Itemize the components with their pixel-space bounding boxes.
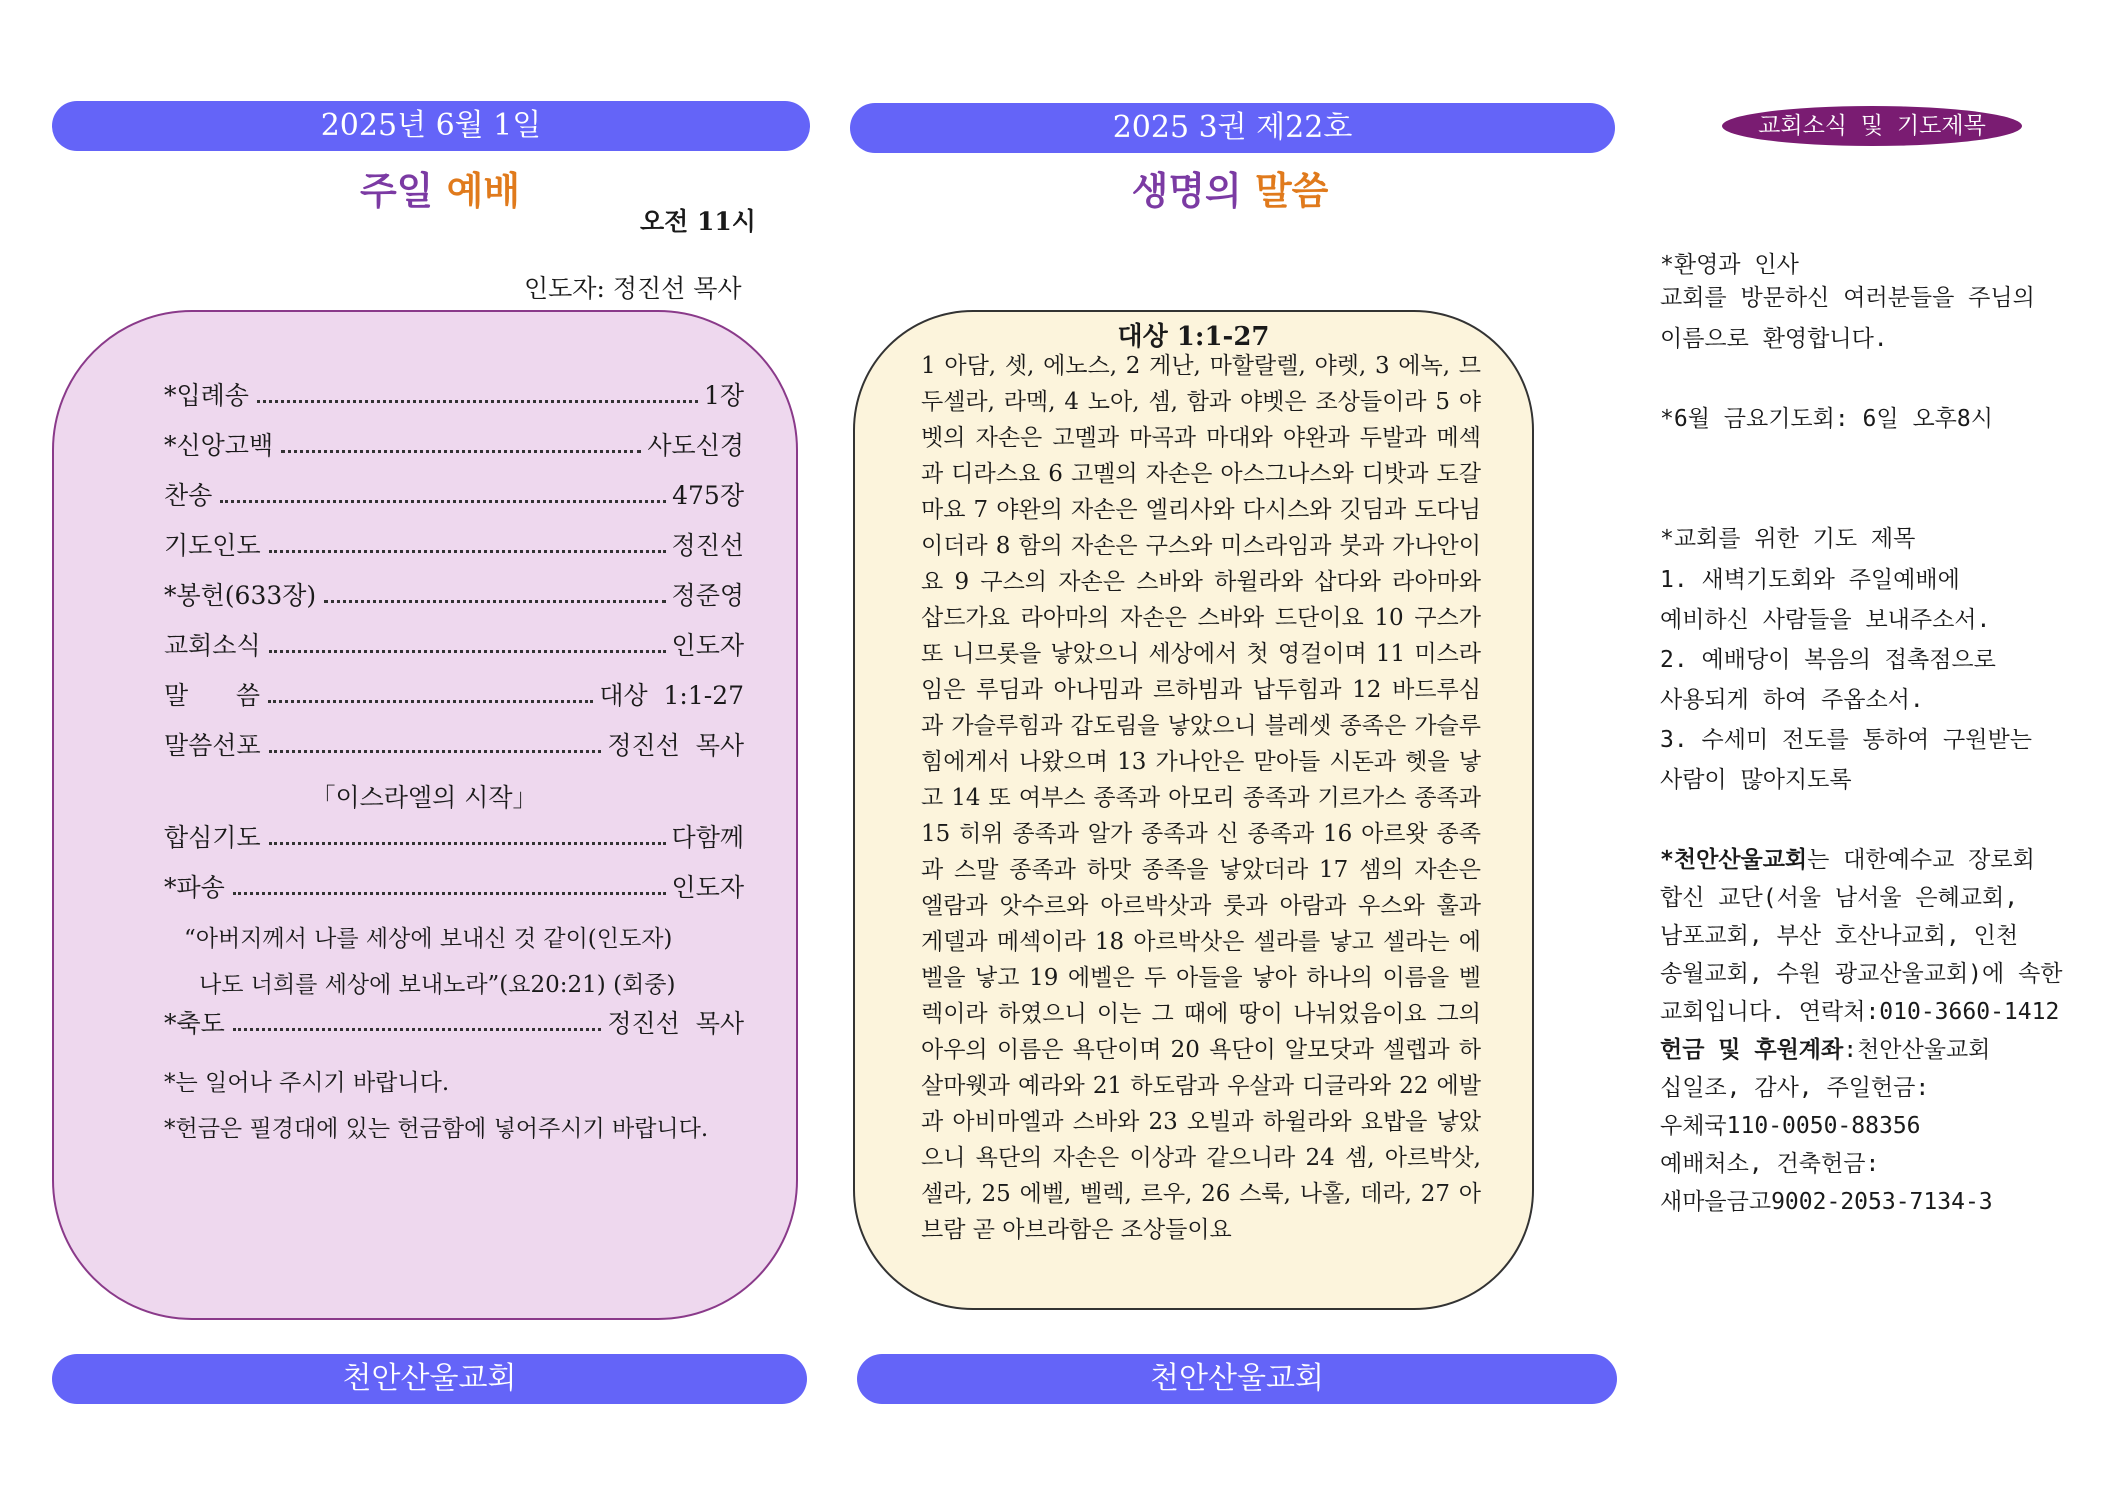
program-row (164, 572, 744, 612)
program-value: 사도신경 (647, 431, 744, 460)
church-intro: 합신 교단(서울 남서울 은혜교회, (1660, 885, 2019, 911)
leader-dots (281, 450, 641, 453)
standing-note: *는 일어나 주시기 바랍니다. (164, 1070, 450, 1096)
program-label: 합심기도 (164, 823, 261, 852)
worship-time: 오전 11시 (640, 207, 756, 236)
program-row (164, 672, 744, 712)
program-row (164, 472, 744, 512)
leader-dots (220, 500, 666, 503)
welcome-text: 이름으로 환영합니다. (1660, 326, 1888, 352)
worship-title-part2: 예배 (446, 168, 521, 213)
program-label: 말씀선포 (164, 731, 261, 760)
scripture-panel (853, 310, 1534, 1310)
leader-dots (268, 700, 593, 703)
program-label: 기도인도 (164, 531, 261, 560)
program-value: 대상 1:1-27 (599, 681, 744, 710)
left-footer: 천안산울교회 (52, 1354, 807, 1404)
program-label: *파송 (164, 873, 225, 902)
offering-note: *헌금은 필경대에 있는 헌금함에 넣어주시기 바랍니다. (164, 1116, 709, 1142)
issue-header: 2025 3권 제22호 (850, 103, 1615, 153)
prayer-item: 사용되게 하여 주옵소서. (1660, 687, 1924, 713)
program-row (164, 814, 744, 854)
offering-account: 십일조, 감사, 주일헌금: (1660, 1075, 1930, 1101)
program-value: 다함께 (671, 823, 744, 852)
welcome-title: *환영과 인사 (1660, 252, 1799, 278)
offering-account (1660, 1031, 1990, 1064)
program-row (164, 1000, 744, 1040)
offering-account: 예배처소, 건축헌금: (1660, 1151, 1880, 1177)
program-value: 인도자 (671, 873, 744, 902)
leader-dots (269, 550, 666, 553)
prayer-item: 사람이 많아지도록 (1660, 767, 1852, 793)
church-contact: 교회입니다. 연락처:010-3660-1412 (1660, 999, 2060, 1025)
church-intro: 남포교회, 부산 호산나교회, 인천 (1660, 923, 2019, 949)
program-label: *입례송 (164, 381, 249, 410)
program-row (164, 422, 744, 462)
offering-recipient: :천안산울교회 (1843, 1037, 1991, 1063)
sending-verse-line2: 나도 너희를 세상에 보내노라”(요20:21) (회중) (199, 972, 676, 998)
program-value: 정진선 (671, 531, 744, 560)
prayer-item: 3. 수세미 전도를 통하여 구원받는 (1660, 727, 2032, 753)
middle-footer: 천안산울교회 (857, 1354, 1617, 1404)
scripture-reference: 대상 1:1-27 (1117, 322, 1270, 352)
word-of-life-title (1040, 160, 1420, 215)
word-title-part2: 말씀 (1254, 168, 1329, 213)
leader-dots (233, 1028, 602, 1031)
program-row (164, 622, 744, 662)
sermon-title: 「이스라엘의 시작」 (310, 783, 538, 812)
program-label: 교회소식 (164, 631, 261, 660)
program-value: 정진선 목사 (607, 1009, 744, 1038)
program-value: 정준영 (671, 581, 744, 610)
prayer-title: *교회를 위한 기도 제목 (1660, 526, 1916, 552)
worship-leader: 인도자: 정진선 목사 (524, 274, 742, 303)
program-row (164, 372, 744, 412)
leader-dots (257, 400, 698, 403)
program-label: 찬송 (164, 481, 213, 510)
church-name: *천안산울교회 (1660, 847, 1808, 873)
prayer-item: 1. 새벽기도회와 주일예배에 (1660, 567, 1960, 593)
program-label: *축도 (164, 1009, 225, 1038)
leader-dots (269, 750, 602, 753)
leader-dots (324, 600, 665, 603)
program-value: 475장 (672, 481, 744, 510)
scripture-text: 1 아담, 셋, 에노스, 2 게난, 마할랄렐, 야렛, 3 에녹, 므두셀라, 라멕, 4 노아, 셈, 함과 야벳은 조상들이라 5 야벳의 자손은 고멜과 마곡과 마대와 야완과 두발과 메섹과 디라스요 6 고멜의 자손은 아스그나스와 디밧과 도갈마요 7 야완의 자손은 엘리사와 다시스와 깃딤과 도다님이더라 8 함의 자손은 구스와 미스라임과 붓과 가나안이요 9 구스의 자손은 스바와 하윌라와 삽다와 라아마와 삽드가요 라아마의 자손은 스바와 드단이요 10 구스가 또 니므롯을 낳았으니 세상에서 첫 영걸이며 11 미스라임은 루딤과 아나밈과 르하빔과 납두힘과 12 바드루심과 가슬루힘과 갑도림을 낳았으니 블레셋 종족은 가슬루힘에게서 나왔으며 13 가나안은 맏아들 시돈과 헷을 낳고 14 또 여부스 종족과 아모리 종족과 기르가스 종족과 15 히위 종족과 알가 종족과 신 종족과 16 아르왓 종족과 스말 종족과 하맛 종족을 낳았더라 17 셈의 자손은 엘람과 앗수르와 아르박삿과 룻과 아람과 우스와 훌과 게델과 메섹이라 18 아르박삿은 셀라를 낳고 셀라는 에벨을 낳고 19 에벨은 두 아들을 낳아 하나의 이름을 벨렉이라 하였으니 이는 그 때에 땅이 나뉘었음이요 그의 아우의 이름은 욕단이며 20 욕단이 알모닷과 셀렙과 하살마웻과 예라와 21 하도람과 우살과 디글라와 22 에발과 아비마엘과 스바와 23 오빌과 하윌라와 요밥을 낳았으니 욕단의 자손은 이상과 같으니라 24 셈, 아르박삿, 셀라, 25 에벨, 벨렉, 르우, 26 스룩, 나홀, 데라, 27 아브람 곧 아브라함은 조상들이요 (921, 353, 1481, 1243)
program-label: *봉헌(633장) (164, 581, 317, 610)
prayer-item: 2. 예배당이 복음의 접촉점으로 (1660, 647, 1996, 673)
program-value: 1장 (703, 381, 744, 410)
church-intro: 송월교회, 수원 광교산울교회)에 속한 (1660, 961, 2063, 987)
friday-prayer-notice: *6월 금요기도회: 6일 오후8시 (1660, 406, 1993, 432)
program-row (164, 722, 744, 762)
date-header: 2025년 6월 1일 (52, 101, 810, 151)
offering-account: 우체국110-0050-88356 (1660, 1113, 1921, 1139)
program-label: *신앙고백 (164, 431, 274, 460)
word-title-part1: 생명의 (1131, 168, 1242, 213)
program-value: 인도자 (671, 631, 744, 660)
leader-dots (269, 650, 666, 653)
welcome-text: 교회를 방문하신 여러분들을 주님의 (1660, 285, 2035, 311)
news-badge: 교회소식 및 기도제목 (1722, 106, 2022, 146)
church-intro (1660, 841, 2035, 874)
program-label: 말 씀 (164, 681, 260, 710)
program-row (164, 864, 744, 904)
leader-dots (233, 892, 666, 895)
leader-dots (269, 842, 666, 845)
program-value: 정진선 목사 (607, 731, 744, 760)
prayer-item: 예비하신 사람들을 보내주소서. (1660, 607, 1991, 633)
worship-title (250, 160, 630, 215)
program-row (164, 522, 744, 562)
church-intro-text: 는 대한예수교 장로회 (1807, 847, 2035, 873)
sending-verse-line1: “아버지께서 나를 세상에 보내신 것 같이(인도자) (184, 926, 673, 952)
worship-program-panel (52, 310, 798, 1320)
worship-title-part1: 주일 (359, 168, 434, 213)
offering-label: 헌금 및 후원계좌 (1660, 1037, 1844, 1063)
offering-account: 새마을금고9002-2053-7134-3 (1660, 1189, 1993, 1215)
